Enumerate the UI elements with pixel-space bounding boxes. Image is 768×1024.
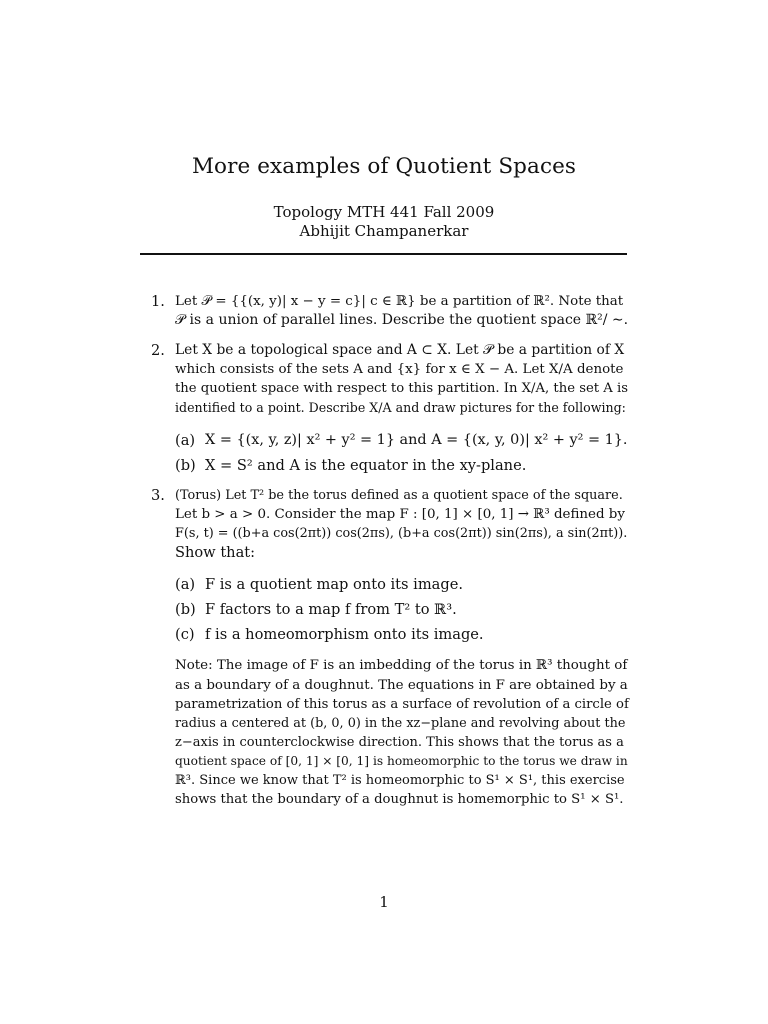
problem-text-line: the quotient space with respect to this partition. In X/A, the set A is bbox=[175, 381, 628, 397]
note-line: as a boundary of a doughnut. The equations in F are obtained by a bbox=[175, 677, 628, 693]
course-line: Topology MTH 441 Fall 2009 bbox=[273, 203, 495, 221]
part-label: (c) bbox=[175, 626, 195, 644]
problem-number: 2. bbox=[151, 342, 165, 360]
problem-list bbox=[151, 292, 629, 820]
title-rule bbox=[140, 253, 627, 255]
problem-text-line: Show that: bbox=[175, 544, 256, 562]
author-line: Abhijit Champanerkar bbox=[299, 222, 469, 240]
part-text: X = {(x, y, z)| x² + y² = 1} and A = {(x, y, 0)| x² + y² = 1}. bbox=[205, 431, 628, 448]
problem-text-line: (Torus) Let T² be the torus defined as a quotient space of the square. bbox=[175, 487, 623, 503]
problem-part bbox=[175, 575, 629, 594]
part-text: F is a quotient map onto its image. bbox=[205, 576, 463, 594]
page-title: More examples of Quotient Spaces bbox=[191, 154, 577, 179]
part-text: F factors to a map f from T² to ℝ³. bbox=[205, 601, 457, 619]
note-line: z−axis in counterclockwise direction. This shows that the torus as a bbox=[175, 734, 624, 750]
problem-number: 3. bbox=[151, 486, 165, 504]
problem-part bbox=[175, 431, 629, 450]
note-line: radius a centered at (b, 0, 0) in the xz−plane and revolving about the bbox=[175, 715, 626, 731]
problem-1 bbox=[151, 292, 629, 330]
part-text: X = S² and A is the equator in the xy-plane. bbox=[205, 456, 527, 474]
problem-2 bbox=[151, 341, 629, 475]
part-label: (b) bbox=[175, 601, 196, 619]
problem-part bbox=[175, 456, 629, 475]
part-text: f is a homeomorphism onto its image. bbox=[205, 626, 484, 644]
problem-part bbox=[175, 625, 629, 644]
note-line: quotient space of [0, 1] × [0, 1] is homeomorphic to the torus we draw in bbox=[175, 753, 628, 768]
page-number: 1 bbox=[379, 893, 389, 911]
problem-text-line: Let 𝒫 = {{(x, y)| x − y = c}| c ∈ ℝ} be a partition of ℝ². Note that bbox=[175, 294, 624, 309]
part-label: (b) bbox=[175, 456, 196, 474]
note-line: Note: The image of F is an imbedding of the torus in ℝ³ thought of bbox=[175, 658, 628, 674]
problem-text-line: Let b > a > 0. Consider the map F : [0, 1] × [0, 1] → ℝ³ defined by bbox=[175, 506, 625, 522]
note-line: ℝ³. Since we know that T² is homeomorphic to S¹ × S¹, this exercise bbox=[175, 772, 625, 788]
problem-text-line: which consists of the sets A and {x} for x ∈ X − A. Let X/A denote bbox=[175, 362, 624, 378]
problem-text-line: identified to a point. Describe X/A and draw pictures for the following: bbox=[175, 400, 626, 416]
part-label: (a) bbox=[175, 431, 196, 449]
problem-text-line: Let X be a topological space and A ⊂ X. Let 𝒫 be a partition of X bbox=[175, 342, 625, 359]
problem-text-line: 𝒫 is a union of parallel lines. Describe the quotient space ℝ²/ ∼. bbox=[175, 312, 629, 329]
torus-note bbox=[175, 656, 629, 809]
note-line: parametrization of this torus as a surface of revolution of a circle of bbox=[175, 696, 629, 712]
problem-part bbox=[175, 600, 629, 619]
note-line: shows that the boundary of a doughnut is homemorphic to S¹ × S¹. bbox=[175, 792, 624, 808]
problem-number: 1. bbox=[151, 293, 165, 310]
part-label: (a) bbox=[175, 576, 196, 594]
problem-text-line: F(s, t) = ((b+a cos(2πt)) cos(2πs), (b+a cos(2πt)) sin(2πs), a sin(2πt)). bbox=[175, 525, 628, 541]
problem-3 bbox=[151, 486, 629, 809]
